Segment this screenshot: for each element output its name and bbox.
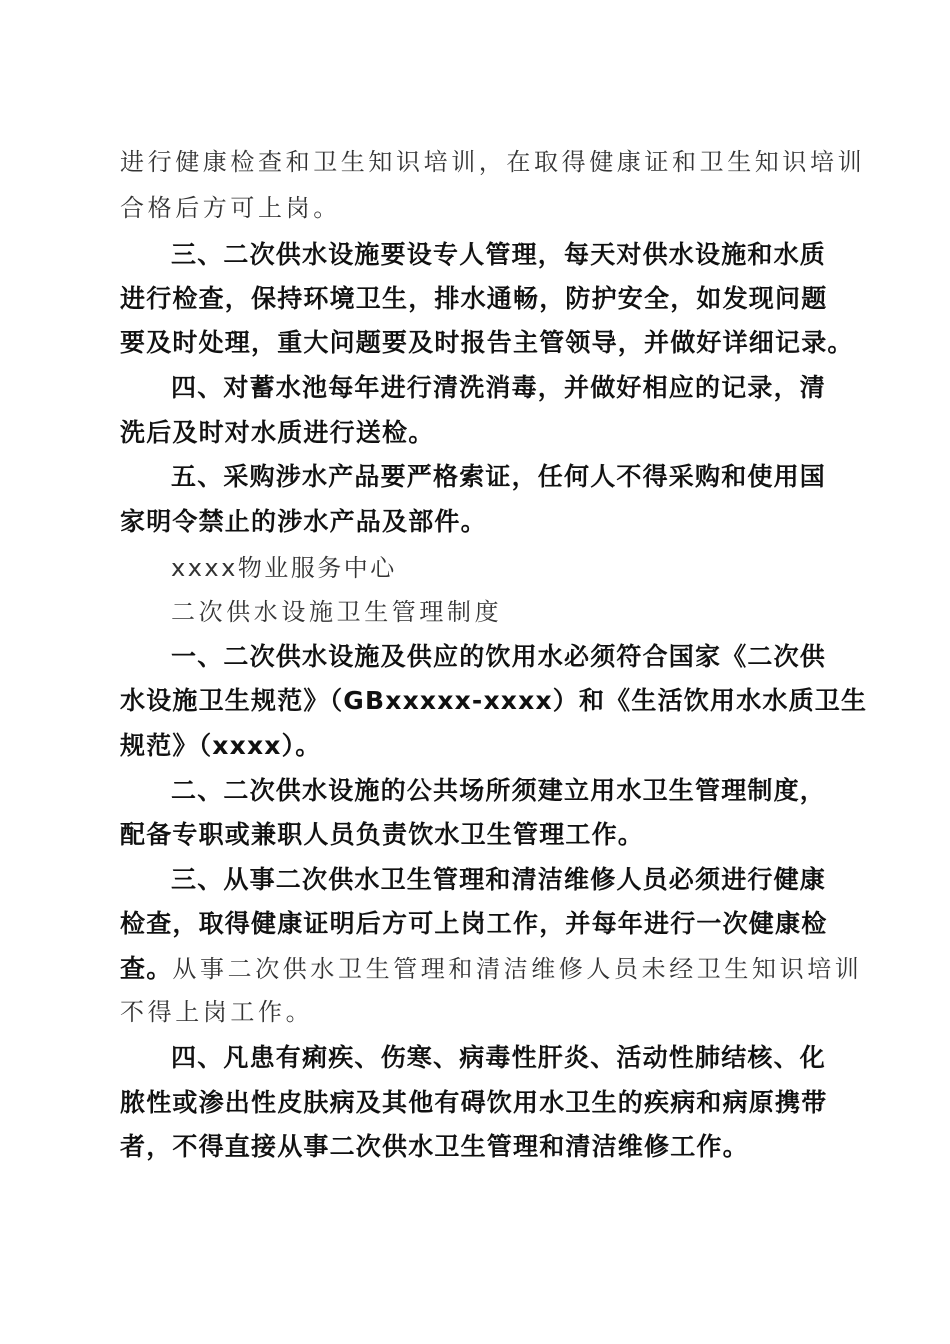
document-title: 二次供水设施卫生管理制度 [171, 598, 503, 626]
section-2-line-1: 二、二次供水设施的公共场所须建立用水卫生管理制度， [171, 776, 827, 805]
section-3-line-3 [120, 956, 862, 981]
section-1-line-3: 规范》（xxxx）。 [120, 731, 322, 760]
section-1-line-1: 一、二次供水设施及供应的饮用水必须符合国家《二次供 [171, 642, 827, 671]
paragraph-4-line-2: 洗后及时对水质进行送检。 [120, 418, 435, 447]
paragraph-5-line-2: 家明令禁止的涉水产品及部件。 [120, 507, 487, 536]
section-4-line-2: 脓性或渗出性皮肤病及其他有碍饮用水卫生的疾病和病原携带 [120, 1088, 828, 1117]
section-2-line-2: 配备专职或兼职人员负责饮水卫生管理工作。 [120, 820, 645, 849]
text-line-2: 合格后方可上岗。 [120, 194, 341, 222]
paragraph-4-line-1: 四、对蓄水池每年进行清洗消毒，并做好相应的记录，清 [171, 373, 827, 402]
section-3-line-3-light: 从事二次供水卫生管理和清洁维修人员未经卫生知识培训 [172, 955, 863, 983]
text-line-1: 进行健康检查和卫生知识培训，在取得健康证和卫生知识培训 [120, 148, 866, 176]
section-3-line-2: 检查，取得健康证明后方可上岗工作，并每年进行一次健康检 [120, 909, 828, 938]
section-3-line-1: 三、从事二次供水卫生管理和清洁维修人员必须进行健康 [171, 865, 827, 894]
section-3-line-3-bold: 查。 [120, 954, 173, 983]
organization-name: xxxx物业服务中心 [171, 554, 397, 582]
section-4-line-3: 者，不得直接从事二次供水卫生管理和清洁维修工作。 [120, 1132, 749, 1161]
paragraph-3-line-1: 三、二次供水设施要设专人管理，每天对供水设施和水质 [171, 240, 827, 269]
paragraph-3-line-3: 要及时处理，重大问题要及时报告主管领导，并做好详细记录。 [120, 328, 854, 357]
paragraph-3-line-2: 进行检查，保持环境卫生，排水通畅，防护安全，如发现问题 [120, 284, 828, 313]
section-4-line-1: 四、凡患有痢疾、伤寒、病毒性肝炎、活动性肺结核、化 [171, 1043, 827, 1072]
section-1-line-2: 水设施卫生规范》（GBxxxxx-xxxx）和《生活饮用水水质卫生 [120, 686, 868, 715]
paragraph-5-line-1: 五、采购涉水产品要严格索证，任何人不得采购和使用国 [171, 462, 827, 491]
section-3-line-4: 不得上岗工作。 [120, 998, 314, 1026]
